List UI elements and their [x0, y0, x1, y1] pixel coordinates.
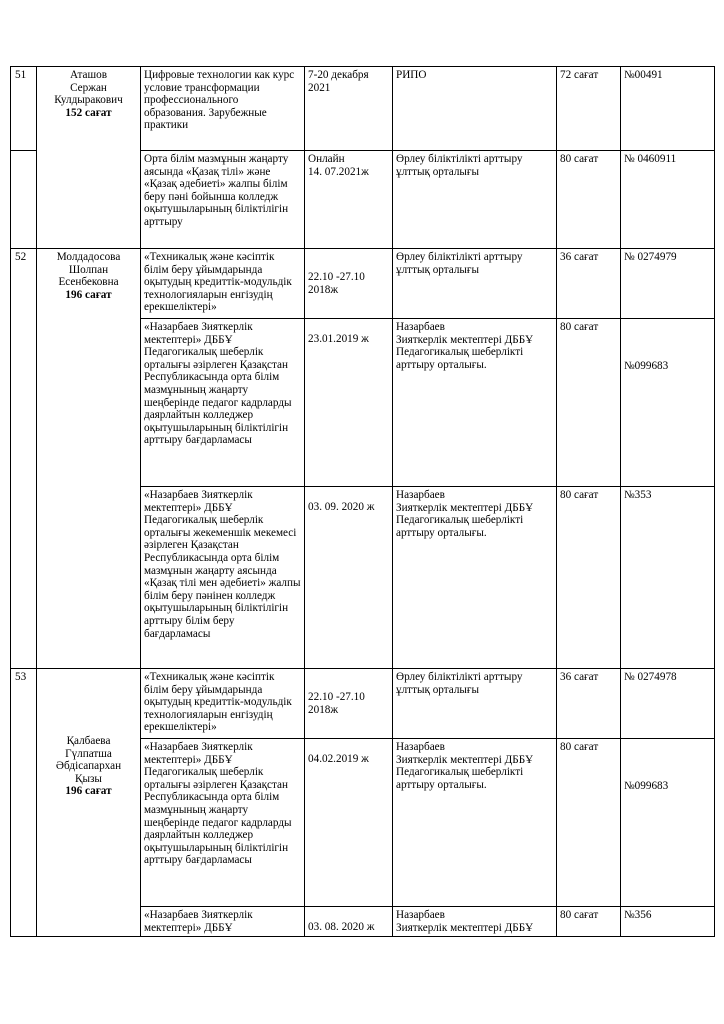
certificate-number: № 0460911 [621, 151, 715, 249]
row-number-empty [11, 151, 37, 249]
course-date: 03. 09. 2020 ж [305, 487, 393, 669]
course-duration: 36 сағат [557, 669, 621, 739]
person-name: Молдадосова Шолпан Есенбековна [56, 251, 121, 289]
certificate-number: №099683 [621, 319, 715, 487]
course-organization: Назарбаев Зияткерлік мектептері ДББҰ [393, 907, 557, 937]
course-organization: Өрлеу біліктілікті арттыру ұлттық орталығы [393, 669, 557, 739]
training-table [10, 66, 715, 937]
table-row [11, 249, 715, 319]
course-title: «Назарбаев Зияткерлік мектептері» ДББҰ Педагогикалық шеберлік орталығы әзірлеген Қазақстан Республикасында орта білім мазмұнының жаңарту шеңберінде педагог кадрларды даярлайтын колледжер оқытушыларының біліктілігін арттыру бағдарламасы [141, 319, 305, 487]
course-title: «Назарбаев Зияткерлік мектептері» ДББҰ Педагогикалық шеберлік орталығы әзірлеген Қазақстан Республикасында орта білім мазмұнының жаңарту шеңберінде педагог кадрларды даярлайтын колледжер оқытушыларының біліктілігін арттыру бағдарламасы [141, 739, 305, 907]
table-row [11, 151, 715, 249]
table-row [11, 67, 715, 151]
row-number: 53 [11, 669, 37, 937]
certificate-number: № 0274979 [621, 249, 715, 319]
person-cell [37, 67, 141, 151]
person-cell [37, 669, 141, 937]
course-date: 03. 08. 2020 ж [305, 907, 393, 937]
person-total-hours: 196 сағат [65, 288, 112, 301]
certificate-number: №00491 [621, 67, 715, 151]
course-duration: 80 сағат [557, 487, 621, 669]
course-date: 22.10 -27.10 2018ж [305, 669, 393, 739]
course-duration: 80 сағат [557, 319, 621, 487]
row-number: 52 [11, 249, 37, 669]
course-date: Онлайн 14. 07.2021ж [305, 151, 393, 249]
course-title: «Техникалық және кәсіптік білім беру ұйымдарында оқытудың кредиттік-модульдік технологияларын енгізудің ерекшеліктері» [141, 669, 305, 739]
course-organization: Өрлеу біліктілікті арттыру ұлттық орталығы [393, 249, 557, 319]
row-number: 51 [11, 67, 37, 151]
person-total-hours: 196 сағат [65, 785, 112, 798]
course-organization: Назарбаев Зияткерлік мектептері ДББҰ Педагогикалық шеберлікті арттыру орталығы. [393, 739, 557, 907]
person-cell [37, 249, 141, 669]
certificate-number: №353 [621, 487, 715, 669]
course-date: 23.01.2019 ж [305, 319, 393, 487]
table-row [11, 669, 715, 739]
course-title: «Техникалық және кәсіптік білім беру ұйымдарында оқытудың кредиттік-модульдік технологияларын енгізудің ерекшеліктері» [141, 249, 305, 319]
certificate-number: №356 [621, 907, 715, 937]
course-duration: 80 сағат [557, 907, 621, 937]
person-name: Қалбаева Гүлпатша Әбдісапархан Қызы [55, 735, 122, 785]
course-date: 04.02.2019 ж [305, 739, 393, 907]
course-organization: РИПО [393, 67, 557, 151]
course-title: Орта білім мазмұнын жаңарту аясында «Қазақ тілі» және «Қазақ әдебиеті» жалпы білім беру пәні бойынша колледж оқытушыларының біліктілігін арттыру [141, 151, 305, 249]
course-organization: Өрлеу біліктілікті арттыру ұлттық орталығы [393, 151, 557, 249]
certificate-number: №099683 [621, 739, 715, 907]
course-date: 7-20 декабря 2021 [305, 67, 393, 151]
certificate-number: № 0274978 [621, 669, 715, 739]
course-organization: Назарбаев Зияткерлік мектептері ДББҰ Педагогикалық шеберлікті арттыру орталығы. [393, 319, 557, 487]
course-duration: 72 сағат [557, 67, 621, 151]
course-duration: 80 сағат [557, 151, 621, 249]
person-name: Аташов Сержан Кулдыракович [54, 69, 123, 107]
course-date: 22.10 -27.10 2018ж [305, 249, 393, 319]
person-cell-empty [37, 151, 141, 249]
course-duration: 80 сағат [557, 739, 621, 907]
course-organization: Назарбаев Зияткерлік мектептері ДББҰ Педагогикалық шеберлікті арттыру орталығы. [393, 487, 557, 669]
course-title: «Назарбаев Зияткерлік мектептері» ДББҰ [141, 907, 305, 937]
course-title: Цифровые технологии как курс условие трансформации профессионального образования. Зарубежные практики [141, 67, 305, 151]
course-title: «Назарбаев Зияткерлік мектептері» ДББҰ Педагогикалық шеберлік орталығы жекеменшік мекемесі әзірлеген Қазақстан Республикасында орта білім мазмұнын жаңарту аясында «Қазақ тілі мен әдебиеті» жалпы білім беру пәнінен колледж оқытушыларының біліктілігін арттыру білім беру бағдарламасы [141, 487, 305, 669]
course-duration: 36 сағат [557, 249, 621, 319]
person-total-hours: 152 сағат [65, 106, 112, 119]
